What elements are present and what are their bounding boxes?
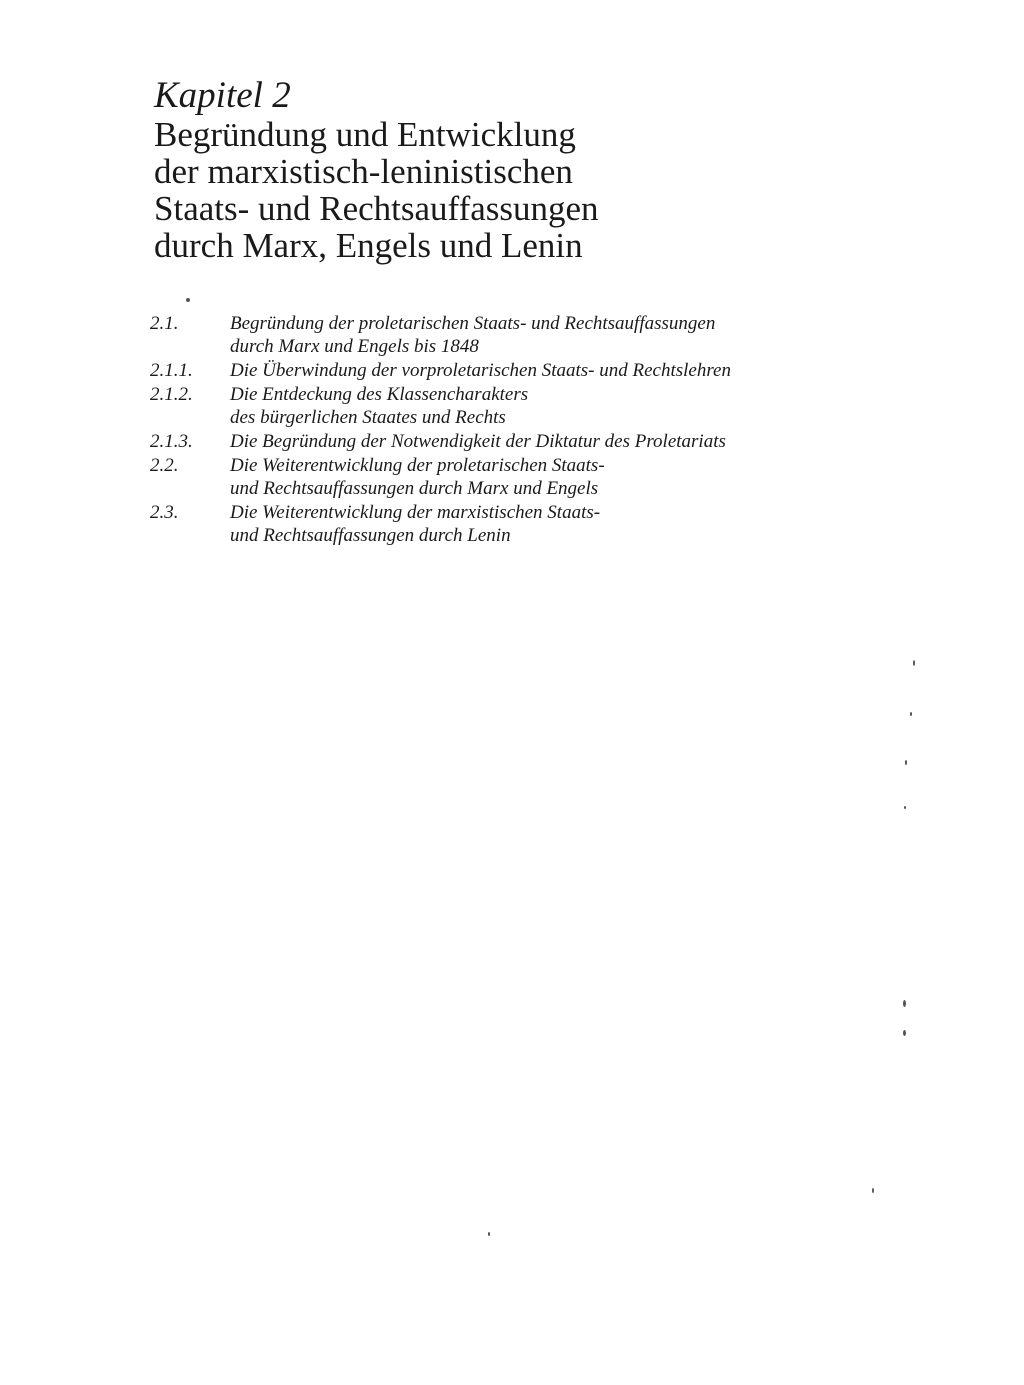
toc-entry-line: Die Weiterentwicklung der marxistischen Staats- [230, 502, 601, 523]
chapter-title [154, 116, 754, 264]
toc-entry-line: Begründung der proletarischen Staats- und Rechtsauffassungen [230, 313, 716, 334]
toc-entry [150, 312, 870, 358]
scan-speck [872, 1188, 874, 1193]
scan-speck [488, 1232, 490, 1236]
scan-speck [186, 298, 190, 302]
toc-entry-line: und Rechtsauffassungen durch Marx und Engels [230, 478, 599, 499]
scan-speck [910, 712, 912, 716]
toc-entry [150, 430, 870, 453]
chapter-title-line: der marxistisch-leninistischen [154, 152, 573, 191]
toc-entry [150, 383, 870, 429]
scan-speck [903, 1000, 906, 1007]
toc-entry-text [230, 454, 605, 500]
toc-entry [150, 454, 870, 500]
chapter-title-line: Staats- und Rechtsauffassungen [154, 189, 599, 228]
table-of-contents [150, 312, 870, 548]
toc-entry-line: Die Überwindung der vorproletarischen Staats- und Rechtslehren [230, 360, 731, 381]
toc-entry-line: Die Begründung der Notwendigkeit der Diktatur des Proletariats [230, 431, 726, 452]
toc-entry-line: Die Entdeckung des Klassencharakters [230, 384, 529, 405]
scan-speck [913, 660, 915, 666]
toc-entry-line: durch Marx und Engels bis 1848 [230, 336, 479, 357]
chapter-title-line: durch Marx, Engels und Lenin [154, 226, 583, 265]
toc-entry-text [230, 383, 528, 429]
toc-entry-number: 2.2. [150, 455, 179, 476]
toc-entry-number: 2.1.2. [150, 384, 193, 405]
chapter-label: Kapitel 2 [154, 75, 291, 116]
toc-entry-text [230, 501, 600, 547]
toc-entry-text [230, 359, 731, 382]
scan-speck [905, 760, 907, 765]
toc-entry-line: des bürgerlichen Staates und Rechts [230, 407, 506, 428]
toc-entry [150, 501, 870, 547]
scan-speck [903, 1030, 906, 1036]
toc-entry-number: 2.1.1. [150, 360, 193, 381]
chapter-title-line: Begründung und Entwicklung [154, 115, 576, 154]
toc-entry [150, 359, 870, 382]
scan-speck [904, 806, 906, 809]
toc-entry-line: und Rechtsauffassungen durch Lenin [230, 525, 511, 546]
toc-entry-number: 2.1.3. [150, 431, 193, 452]
toc-entry-line: Die Weiterentwicklung der proletarischen Staats- [230, 455, 605, 476]
toc-entry-text [230, 430, 726, 453]
toc-entry-number: 2.3. [150, 502, 179, 523]
toc-entry-text [230, 312, 715, 358]
toc-entry-number: 2.1. [150, 313, 179, 334]
